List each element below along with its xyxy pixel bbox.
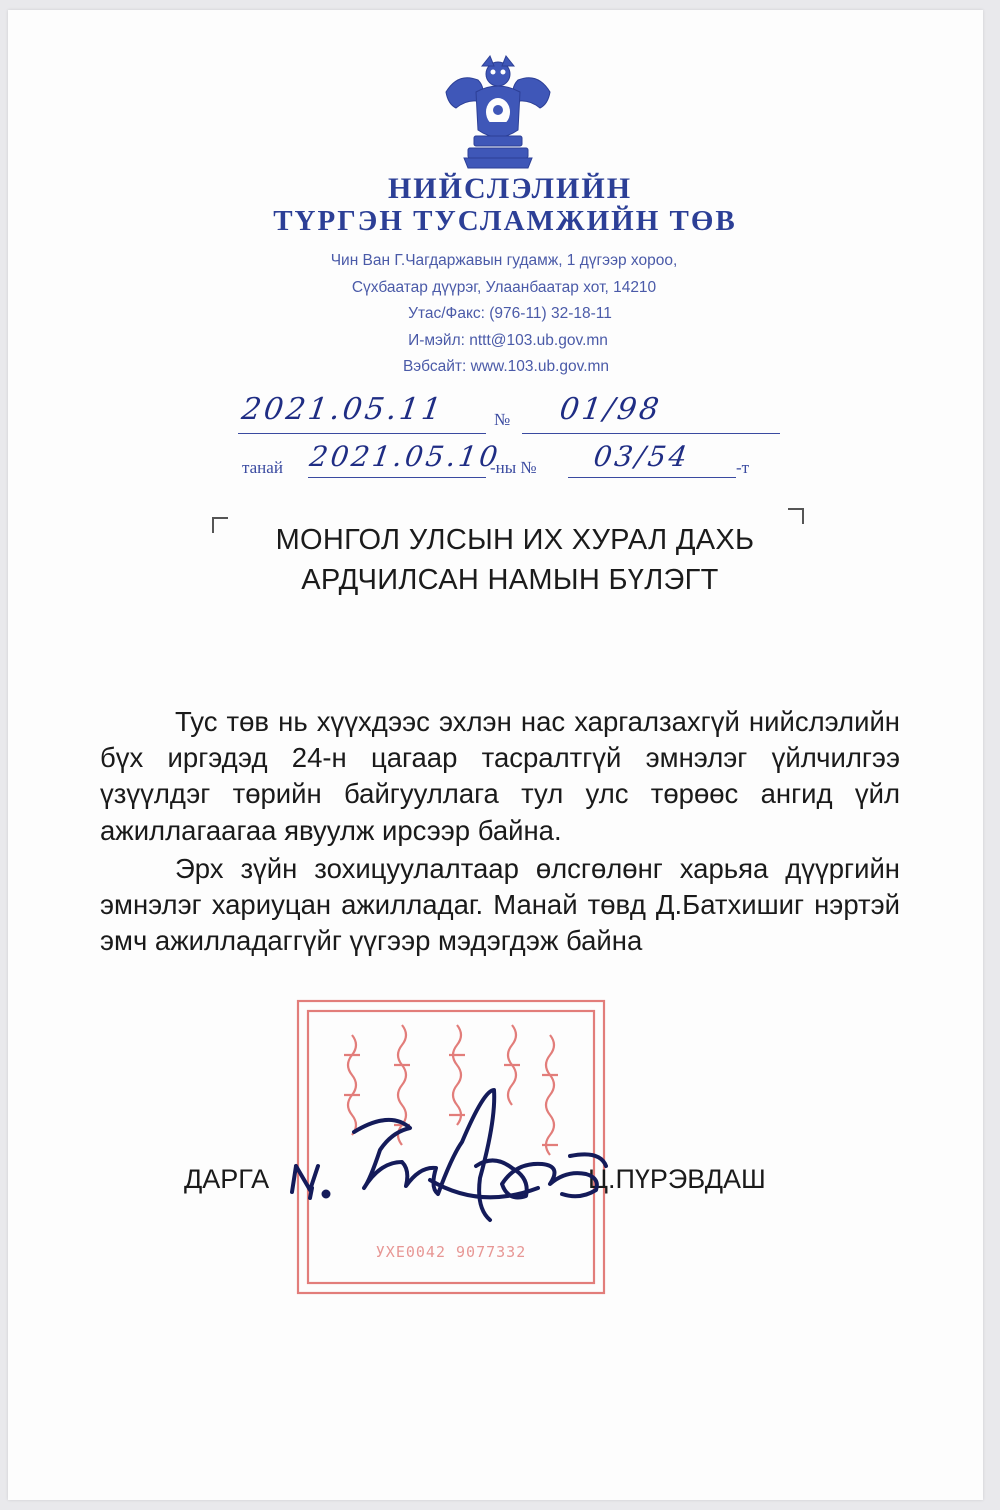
phone-line: Утас/Факс: (976-11) 32-18-11 (408, 305, 612, 322)
reply-suffix: -т (736, 458, 750, 477)
reference-number-underline (522, 433, 780, 434)
reply-prefix: танай (242, 458, 283, 477)
recipient-block (0, 520, 1000, 600)
org-name-line2: ТҮРГЭН ТУСЛАМЖИЙН ТӨВ (273, 205, 737, 237)
signatory-name: Ц.ПҮРЭВДАШ (588, 1164, 766, 1194)
reference-date: 2021.05.11 (239, 392, 447, 427)
body-paragraph-2: Эрх зүйн зохицуулалтаар өлсгөлөнг харьяа дүүргийн эмнэлэг хариуцан ажилладаг. Манай төвд Д.Батхишиг нэртэй эмч ажилладаггүйг үүгээр мэдэгдэж байна (100, 852, 900, 957)
letter-body (100, 704, 900, 959)
address-line1: Чин Ван Г.Чагдаржавын гудамж, 1 дүгээр хороо, (330, 252, 678, 269)
reply-number: 03/54 (591, 440, 693, 473)
reply-number-underline (568, 477, 736, 478)
stamp-code: УХЕ0042 9077332 (375, 1243, 527, 1261)
email-line: И-мэйл: nttt@103.ub.gov.mn (408, 331, 608, 349)
address-block (0, 248, 1000, 381)
body-paragraph-1: Тус төв нь хүүхдээс эхлэн нас харгалзахгүй нийслэлийн бүх иргэдэд 24-н цагаар тасралтгүй эмнэлэг үйлчилгээ үзүүлдэг төрийн байгууллага тул улс төрөөс ангид үйл ажиллагаагаа явуулж ирсээр байна. (100, 706, 900, 846)
reference-number-label: № (494, 410, 511, 429)
website-line: Вэбсайт: www.103.ub.gov.mn (402, 358, 610, 375)
recipient-line2: АРДЧИЛСАН НАМЫН БҮЛЭГТ (301, 564, 719, 596)
reference-line (239, 392, 782, 432)
org-name-line1: НИЙСЛЭЛИЙН (387, 172, 633, 205)
emblem-icon (438, 52, 558, 172)
signatory-title: ДАРГА (184, 1164, 270, 1194)
reply-mid: -ны № (490, 458, 537, 477)
reply-date: 2021.05.10 (307, 440, 503, 473)
reply-reference-line (242, 440, 782, 480)
address-line2: Сүхбаатар дүүрэг, Улаанбаатар хот, 14210 (351, 278, 657, 296)
reply-date-underline (308, 477, 486, 478)
reference-number: 01/98 (557, 392, 664, 427)
recipient-line1: МОНГОЛ УЛСЫН ИХ ХУРАЛ ДАХЬ (275, 524, 755, 556)
handwritten-signature (280, 1070, 620, 1230)
reference-date-underline (238, 433, 486, 434)
